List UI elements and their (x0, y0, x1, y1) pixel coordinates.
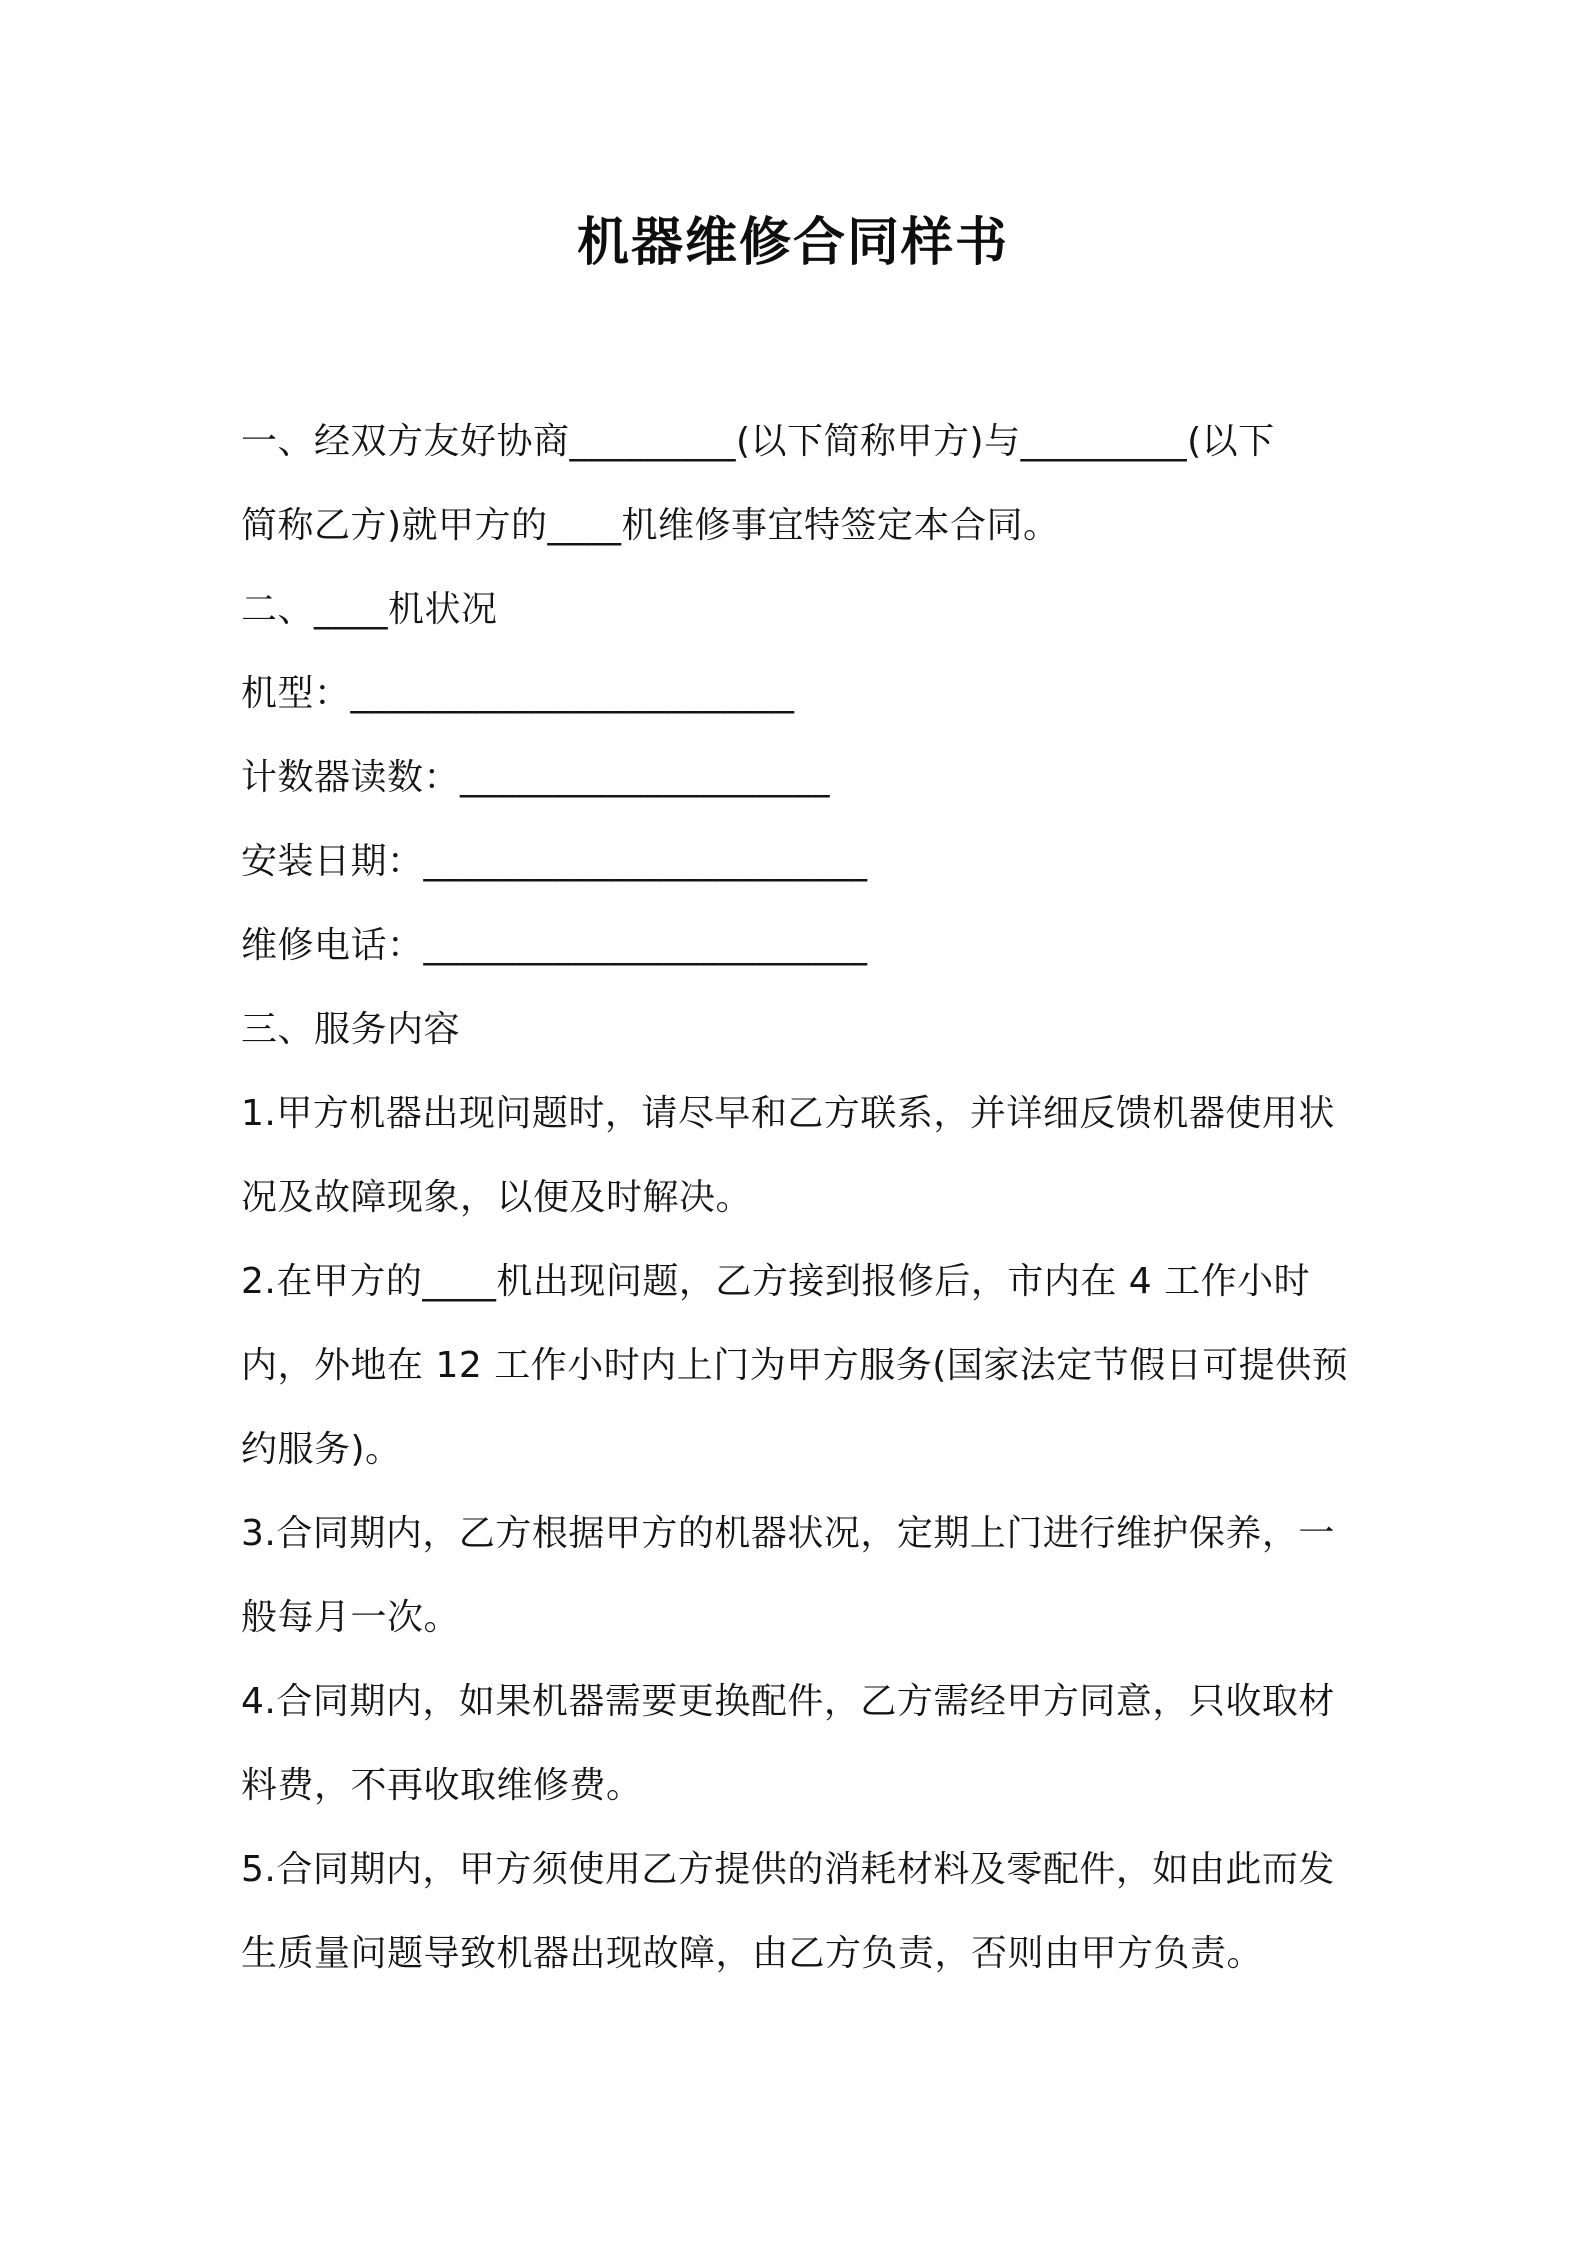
item-4-line-1: 4.合同期内，如果机器需要更换配件，乙方需经甲方同意，只收取材 (241, 1681, 1335, 1722)
item-2-line-1: 2.在甲方的____机出现问题，乙方接到报修后，市内在 4 工作小时 (241, 1261, 1311, 1302)
document-title: 机器维修合同样书 (576, 213, 1009, 273)
item-1-line-2: 况及故障现象，以便及时解决。 (241, 1177, 753, 1218)
section-2-heading: 二、____机状况 (241, 589, 498, 630)
item-3-line-1: 3.合同期内，乙方根据甲方的机器状况，定期上门进行维护保养，一 (241, 1513, 1335, 1554)
field-repair-phone: 维修电话：________________________ (241, 925, 868, 966)
item-1-line-1: 1.甲方机器出现问题时，请尽早和乙方联系，并详细反馈机器使用状 (241, 1093, 1335, 1134)
field-model: 机型：________________________ (241, 673, 795, 714)
clause-1-line-2: 简称乙方)就甲方的____机维修事宜特签定本合同。 (241, 505, 1060, 546)
clause-1-line-1: 一、经双方友好协商_________(以下简称甲方)与_________(以下 (241, 421, 1275, 462)
document-body (241, 400, 1361, 1996)
section-3-heading: 三、服务内容 (241, 1009, 461, 1050)
item-5-line-2: 生质量问题导致机器出现故障，由乙方负责，否则由甲方负责。 (241, 1933, 1264, 1974)
field-install-date: 安装日期：________________________ (241, 841, 868, 882)
field-counter-reading: 计数器读数：____________________ (241, 757, 831, 798)
item-2-line-3: 约服务)。 (241, 1429, 402, 1470)
item-5-line-1: 5.合同期内，甲方须使用乙方提供的消耗材料及零配件，如由此而发 (241, 1849, 1335, 1890)
item-4-line-2: 料费，不再收取维修费。 (241, 1765, 643, 1806)
item-3-line-2: 般每月一次。 (241, 1597, 461, 1638)
item-2-line-2: 内，外地在 12 工作小时内上门为甲方服务(国家法定节假日可提供预 (241, 1345, 1349, 1386)
